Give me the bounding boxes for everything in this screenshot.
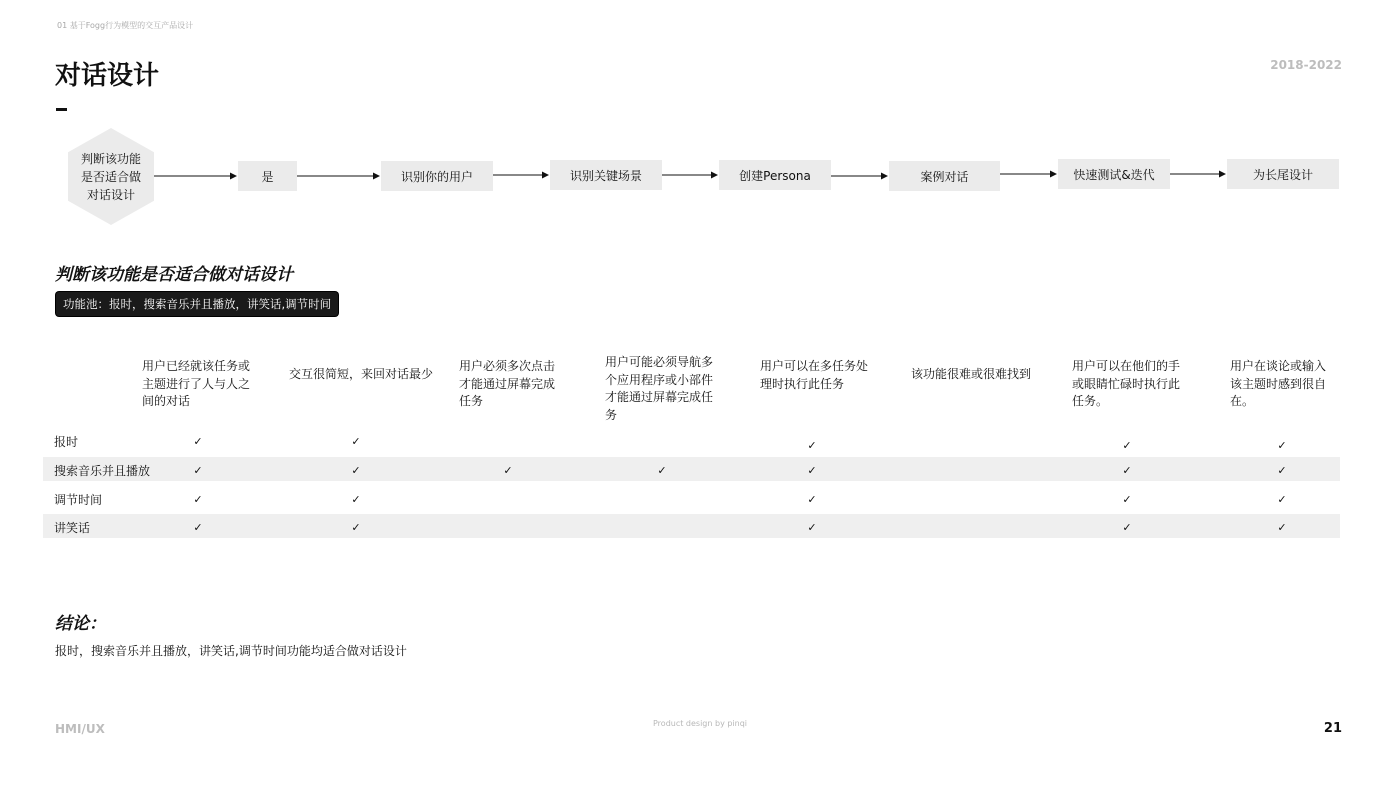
check-icon: ✓ [193,493,203,506]
column-header-4: 用户可能必须导航多 个应用程序或小部件 才能通过屏幕完成任 务 [605,355,714,422]
column-header-3: 用户必须多次点击 才能通过屏幕完成 任务 [459,359,556,408]
check-icon: ✓ [351,435,361,448]
flow-step-3: 识别关键场景 [550,160,662,190]
section-title: 判断该功能是否适合做对话设计 [55,265,293,285]
conclusion-text: 报时，搜索音乐并且播放，讲笑话,调节时间功能均适合做对话设计 [55,644,407,658]
check-icon: ✓ [1122,464,1132,477]
column-header-1: 用户已经就该任务或 主题进行了人与人之 间的对话 [142,359,251,408]
table-row-band [43,514,1340,538]
flow-step-2: 识别你的用户 [381,161,493,191]
check-icon: ✓ [351,493,361,506]
page-number: 21 [1323,721,1342,736]
flow-step-6: 快速测试&迭代 [1058,159,1170,189]
check-icon: ✓ [807,439,817,452]
check-icon: ✓ [193,435,203,448]
flow-start-label: 判断该功能 是否适合做 对话设计 [80,152,141,202]
column-header-6: 该功能很难或很难找到 [911,367,1032,381]
column-header-8: 用户在谈论或输入 该主题时感到很自 在。 [1230,359,1327,408]
conclusion-title: 结论： [55,614,106,634]
flow-step-7: 为长尾设计 [1227,159,1339,189]
footer-category: HMI/UX [55,722,105,736]
check-icon: ✓ [351,464,361,477]
check-icon: ✓ [193,521,203,534]
table-row-label: 调节时间 [54,493,103,507]
flow-arrows [0,0,1400,240]
check-icon: ✓ [807,464,817,477]
table-row-band [43,457,1340,481]
column-header-5: 用户可以在多任务处 理时执行此任务 [760,359,869,391]
column-header-7: 用户可以在他们的手 或眼睛忙碌时执行此 任务。 [1072,359,1181,408]
breadcrumb: 01 基于Fogg行为模型的交互产品设计 [57,21,194,30]
table-row-label: 报时 [54,435,79,449]
column-header-2: 交互很简短，来回对话最少 [289,367,434,381]
flow-step-4: 创建Persona [719,160,831,190]
check-icon: ✓ [1277,493,1287,506]
check-icon: ✓ [1122,521,1132,534]
check-icon: ✓ [1277,439,1287,452]
flow-step-5: 案例对话 [889,161,1000,191]
table-row-label: 讲笑话 [54,521,91,535]
check-icon: ✓ [1122,493,1132,506]
check-icon: ✓ [1277,464,1287,477]
check-icon: ✓ [807,521,817,534]
check-icon: ✓ [657,464,667,477]
check-icon: ✓ [1277,521,1287,534]
year-range: 2018-2022 [1270,58,1342,72]
footer-credit: Product design by pinqi [653,719,748,728]
feature-pool-badge: 功能池：报时，搜索音乐并且播放，讲笑话,调节时间 [56,292,338,316]
flow-step-1: 是 [238,161,297,191]
check-icon: ✓ [807,493,817,506]
check-icon: ✓ [1122,439,1132,452]
check-icon: ✓ [351,521,361,534]
table-row-label: 搜索音乐并且播放 [54,464,151,478]
page-title: 对话设计 [55,61,160,91]
check-icon: ✓ [193,464,203,477]
check-icon: ✓ [503,464,513,477]
